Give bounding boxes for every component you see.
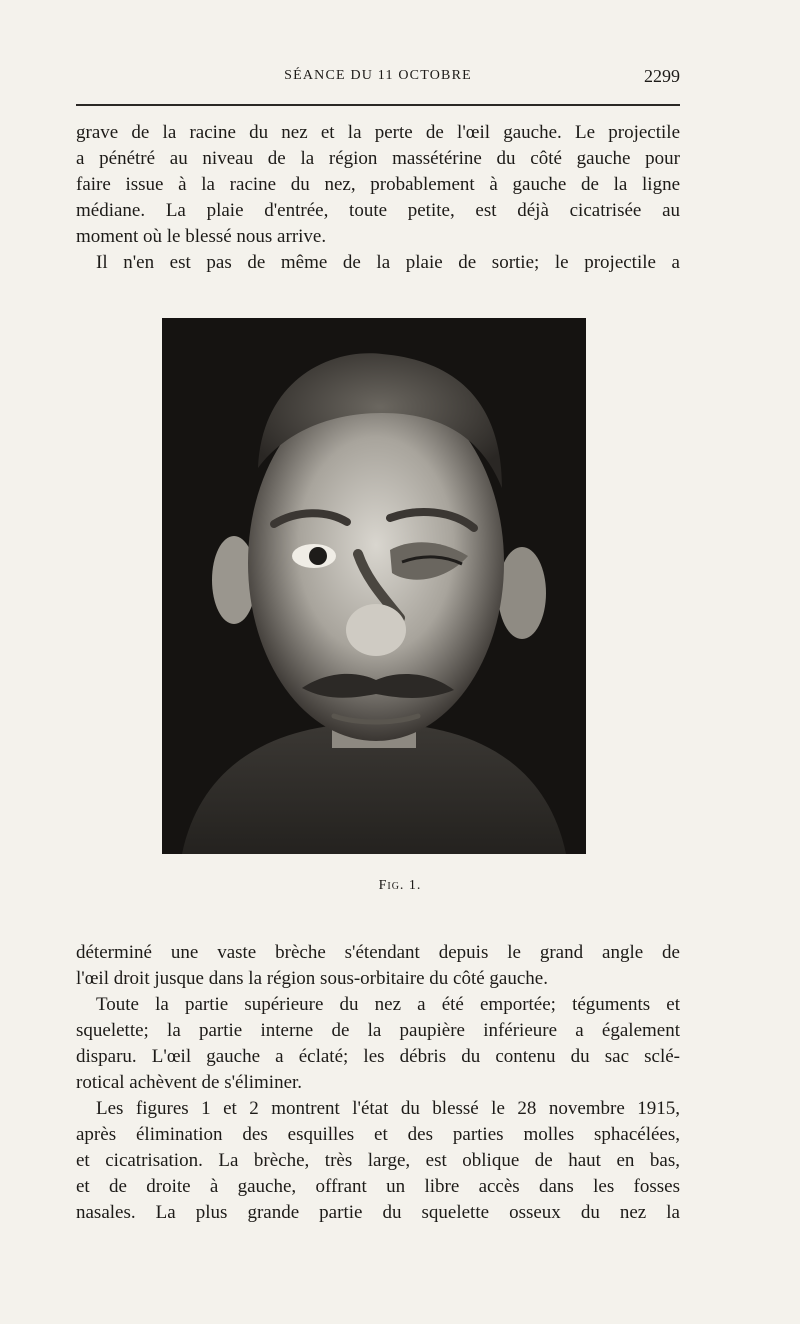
portrait-image xyxy=(162,318,586,854)
figure-caption: Fig. 1. xyxy=(378,878,422,893)
text-line: l'œil droit jusque dans la région sous-orbitaire du côté gauche. xyxy=(76,968,548,989)
running-title: SÉANCE DU 11 OCTOBRE xyxy=(284,68,472,83)
paragraph-4 xyxy=(76,992,680,1096)
text-line: Les figures 1 et 2 montrent l'état du blessé le 28 novembre 1915, xyxy=(96,1098,680,1119)
page-number: 2299 xyxy=(644,66,680,86)
paragraph-3 xyxy=(76,940,680,992)
text-line: squelette; la partie interne de la paupière inférieure a également xyxy=(76,1020,680,1041)
text-line: Toute la partie supérieure du nez a été emportée; téguments et xyxy=(96,994,680,1015)
text-line: et cicatrisation. La brèche, très large, est oblique de haut en bas, xyxy=(76,1150,680,1171)
page-header xyxy=(76,66,680,90)
paragraph-5 xyxy=(76,1096,680,1226)
text-line: médiane. La plaie d'entrée, toute petite, est déjà cicatrisée au xyxy=(76,200,680,221)
text-line: et de droite à gauche, offrant un libre accès dans les fosses xyxy=(76,1176,680,1197)
text-line: a pénétré au niveau de la région massétérine du côté gauche pour xyxy=(76,148,680,169)
text-line: rotical achèvent de s'éliminer. xyxy=(76,1072,303,1093)
text-line: faire issue à la racine du nez, probablement à gauche de la ligne xyxy=(76,174,680,195)
text-line: grave de la racine du nez et la perte de l'œil gauche. Le projectile xyxy=(76,122,680,143)
figure-photograph xyxy=(162,318,586,854)
text-line: nasales. La plus grande partie du squelette osseux du nez la xyxy=(76,1202,680,1223)
text-line: moment où le blessé nous arrive. xyxy=(76,226,327,247)
paragraph-1 xyxy=(76,120,680,250)
text-line: disparu. L'œil gauche a éclaté; les débris du contenu du sac sclé- xyxy=(76,1046,680,1067)
paragraph-2 xyxy=(76,250,680,276)
header-rule xyxy=(76,104,680,106)
text-line: déterminé une vaste brèche s'étendant depuis le grand angle de xyxy=(76,942,680,963)
text-line: après élimination des esquilles et des parties molles sphacélées, xyxy=(76,1124,680,1145)
text-line: Il n'en est pas de même de la plaie de sortie; le projectile a xyxy=(96,252,680,273)
